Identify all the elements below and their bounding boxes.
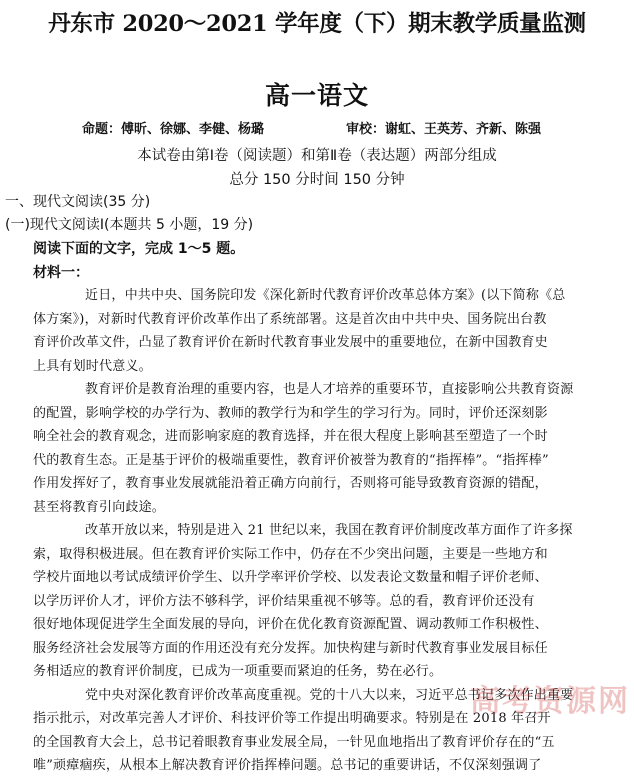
section-heading: 一、现代文阅读(35 分) (5, 194, 151, 210)
text-line: 作用发挥好了，教育事业发展就能沿着正确方向前行，否则将可能导致教育资源的错配， (33, 476, 548, 491)
text-line: 索，取得积极进展。但在教育评价实际工作中，仍存在不少突出问题，主要是一些地方和 (33, 546, 548, 562)
material-label: 材料一： (33, 265, 89, 281)
site-watermark: 高考资源网 (470, 684, 630, 719)
text-line: 以学历评价人才，评价方法不够科学，评价结果重视不够等。总的看，教育评价还没有 (33, 593, 535, 609)
exam-subject: 高一语文 (264, 81, 369, 110)
text-line: 指示批示，对改革完善人才评价、科技评价等工作提出明确要求。特别是在 2018 年召开 (33, 711, 551, 726)
text-line: 服务经济社会发展等方面的作用还没有充分发挥。加快构建与新时代教育事业发展目标任 (33, 640, 548, 656)
text-line: 响全社会的教育观念，进而影响家庭的教育选择，并在很大程度上影响甚至塑造了一个时 (33, 429, 548, 444)
text-line: 唯”顽瘴痼疾，从根本上解决教育评价指挥棒问题。总书记的重要讲话，不仅深刻强调了 (33, 758, 542, 773)
text-line: 近日，中共中央、国务院印发《深化新时代教育评价改革总体方案》(以下简称《总 (85, 288, 566, 303)
exam-score-time-info: 总分 150 分时间 150 分钟 (229, 172, 405, 188)
text-line: 上具有划时代意义。 (33, 358, 152, 374)
text-line: 党中央对深化教育评价改革高度重视。党的十八大以来，习近平总书记多次作出重要 (85, 687, 574, 703)
reviewers: 审校：谢虹、王英芳、齐新、陈强 (346, 122, 542, 137)
text-line: 学校片面地以考试成绩评价学生、以升学率评价学校、以发表论文数量和帽子评价老师、 (33, 570, 548, 585)
reading-instruction: 阅读下面的文字，完成 1～5 题。 (33, 241, 245, 257)
paragraph (33, 378, 613, 519)
text-line: 的全国教育大会上，总书记着眼教育事业发展全局，一针见血地指出了教育评价存在的“五 (33, 734, 555, 750)
paragraph (33, 284, 613, 378)
text-line: 改革开放以来，特别是进入 21 世纪以来，我国在教育评价制度改革方面作了许多探 (85, 523, 573, 538)
text-line: 甚至将教育引向歧途。 (33, 499, 166, 515)
text-line: 体方案》)，对新时代教育评价改革作出了系统部署。这是首次由中共中央、国务院出台教 (33, 311, 547, 327)
exam-title: 丹东市 2020～2021 学年度（下）期末教学质量监测 (48, 11, 586, 37)
text-line: 的配置，影响学校的办学行为、教师的教学行为和学生的学习行为。同时，评价还深刻影 (33, 405, 548, 421)
subsection-heading: (一)现代文阅读Ⅰ(本题共 5 小题，19 分) (5, 217, 254, 233)
exam-structure-info: 本试卷由第Ⅰ卷（阅读题）和第Ⅱ卷（表达题）两部分组成 (137, 148, 497, 164)
text-line: 代的教育生态。正是基于评价的极端重要性，教育评价被誉为教育的“指挥棒”。“指挥棒” (33, 452, 549, 468)
text-line: 教育评价是教育治理的重要内容，也是人才培养的重要环节，直接影响公共教育资源 (85, 382, 574, 397)
text-line: 育评价改革文件，凸显了教育评价在新时代教育事业发展中的重要地位，在新中国教育史 (33, 335, 548, 350)
text-line: 务相适应的教育评价制度，已成为一项重要而紧迫的任务，势在必行。 (33, 664, 443, 679)
text-line: 很好地体现促进学生全面发展的导向，评价在优化教育资源配置、调动教师工作积极性、 (33, 617, 548, 632)
question-setters: 命题：傅昕、徐娜、李健、杨璐 (82, 122, 265, 137)
paragraph (33, 519, 613, 684)
